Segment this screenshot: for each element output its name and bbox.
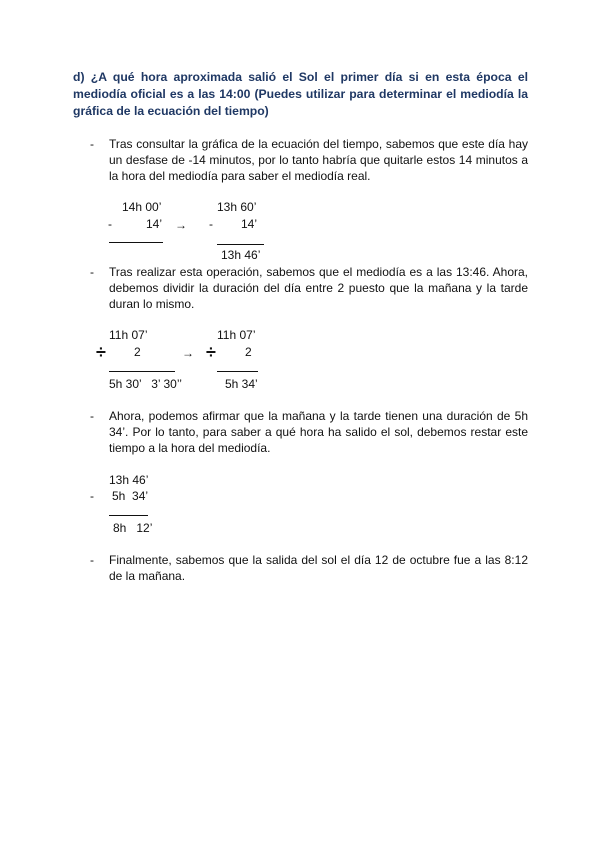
calc3-subtrahend: 5h 34’ (112, 489, 149, 503)
bullet-marker: - (90, 265, 94, 279)
bullet-marker: - (90, 409, 94, 423)
calc2-right-dividend: 11h 07’ (217, 328, 256, 342)
calc1-right-operator: - (209, 217, 213, 231)
calc1-right-result-line (217, 244, 264, 245)
question-heading: d) ¿A qué hora aproximada salió el Sol el primer día si en esta época el mediodía oficial es a las 14:00 (Puedes utilizar para determinar el mediodía la gráfica de la ecuación del tiempo) (73, 70, 528, 118)
bullet-marker: - (90, 137, 94, 151)
paragraph-4: Finalmente, sabemos que la salida del sol el día 12 de octubre fue a las 8:12 de la mañana. (109, 553, 528, 583)
calc1-left-operator: - (108, 217, 112, 231)
calc2-right-result: 5h 34’ (225, 377, 258, 391)
calc2-left-dividend: 11h 07’ (109, 328, 148, 342)
divide-icon: ÷ (206, 342, 216, 362)
calc2-right-divisor: 2 (245, 345, 252, 359)
arrow-right-icon: → (175, 218, 187, 232)
calc1-left-subtrahend: 14’ (146, 217, 163, 231)
calc3-result-line (109, 515, 148, 516)
calc2-left-result-line (109, 371, 175, 372)
calc2-left-divisor: 2 (134, 345, 141, 359)
paragraph-1: Tras consultar la gráfica de la ecuación del tiempo, sabemos que este día hay un desfase de -14 minutos, por lo tanto habría que quitarle estos 14 minutos a la hora del mediodía para saber el mediodía real. (109, 137, 528, 183)
calc1-right-minuend: 13h 60’ (217, 200, 257, 214)
calc2-right-result-line (217, 371, 258, 372)
divide-icon: ÷ (96, 342, 106, 362)
calc1-right-subtrahend: 14’ (241, 217, 258, 231)
calc3-result: 8h 12’ (113, 521, 153, 535)
bullet-marker: - (90, 553, 94, 567)
calc3-minuend: 13h 46’ (109, 473, 149, 487)
paragraph-2: Tras realizar esta operación, sabemos que el mediodía es a las 13:46. Ahora, debemos dividir la duración del día entre 2 puesto que la mañana y la tarde duran lo mismo. (109, 265, 528, 311)
arrow-right-icon: → (182, 346, 194, 360)
paragraph-3: Ahora, podemos afirmar que la mañana y la tarde tienen una duración de 5h 34’. Por lo tanto, para saber a qué hora ha salido el sol, debemos restar este tiempo a la hora del mediodía. (109, 409, 528, 455)
calc1-left-result-line (109, 242, 163, 243)
calc1-right-result: 13h 46’ (221, 248, 261, 262)
calc1-left-minuend: 14h 00’ (122, 200, 162, 214)
calc2-left-result: 5h 30’ 3’ 30’’ (109, 377, 182, 391)
calc3-operator: - (90, 489, 94, 503)
